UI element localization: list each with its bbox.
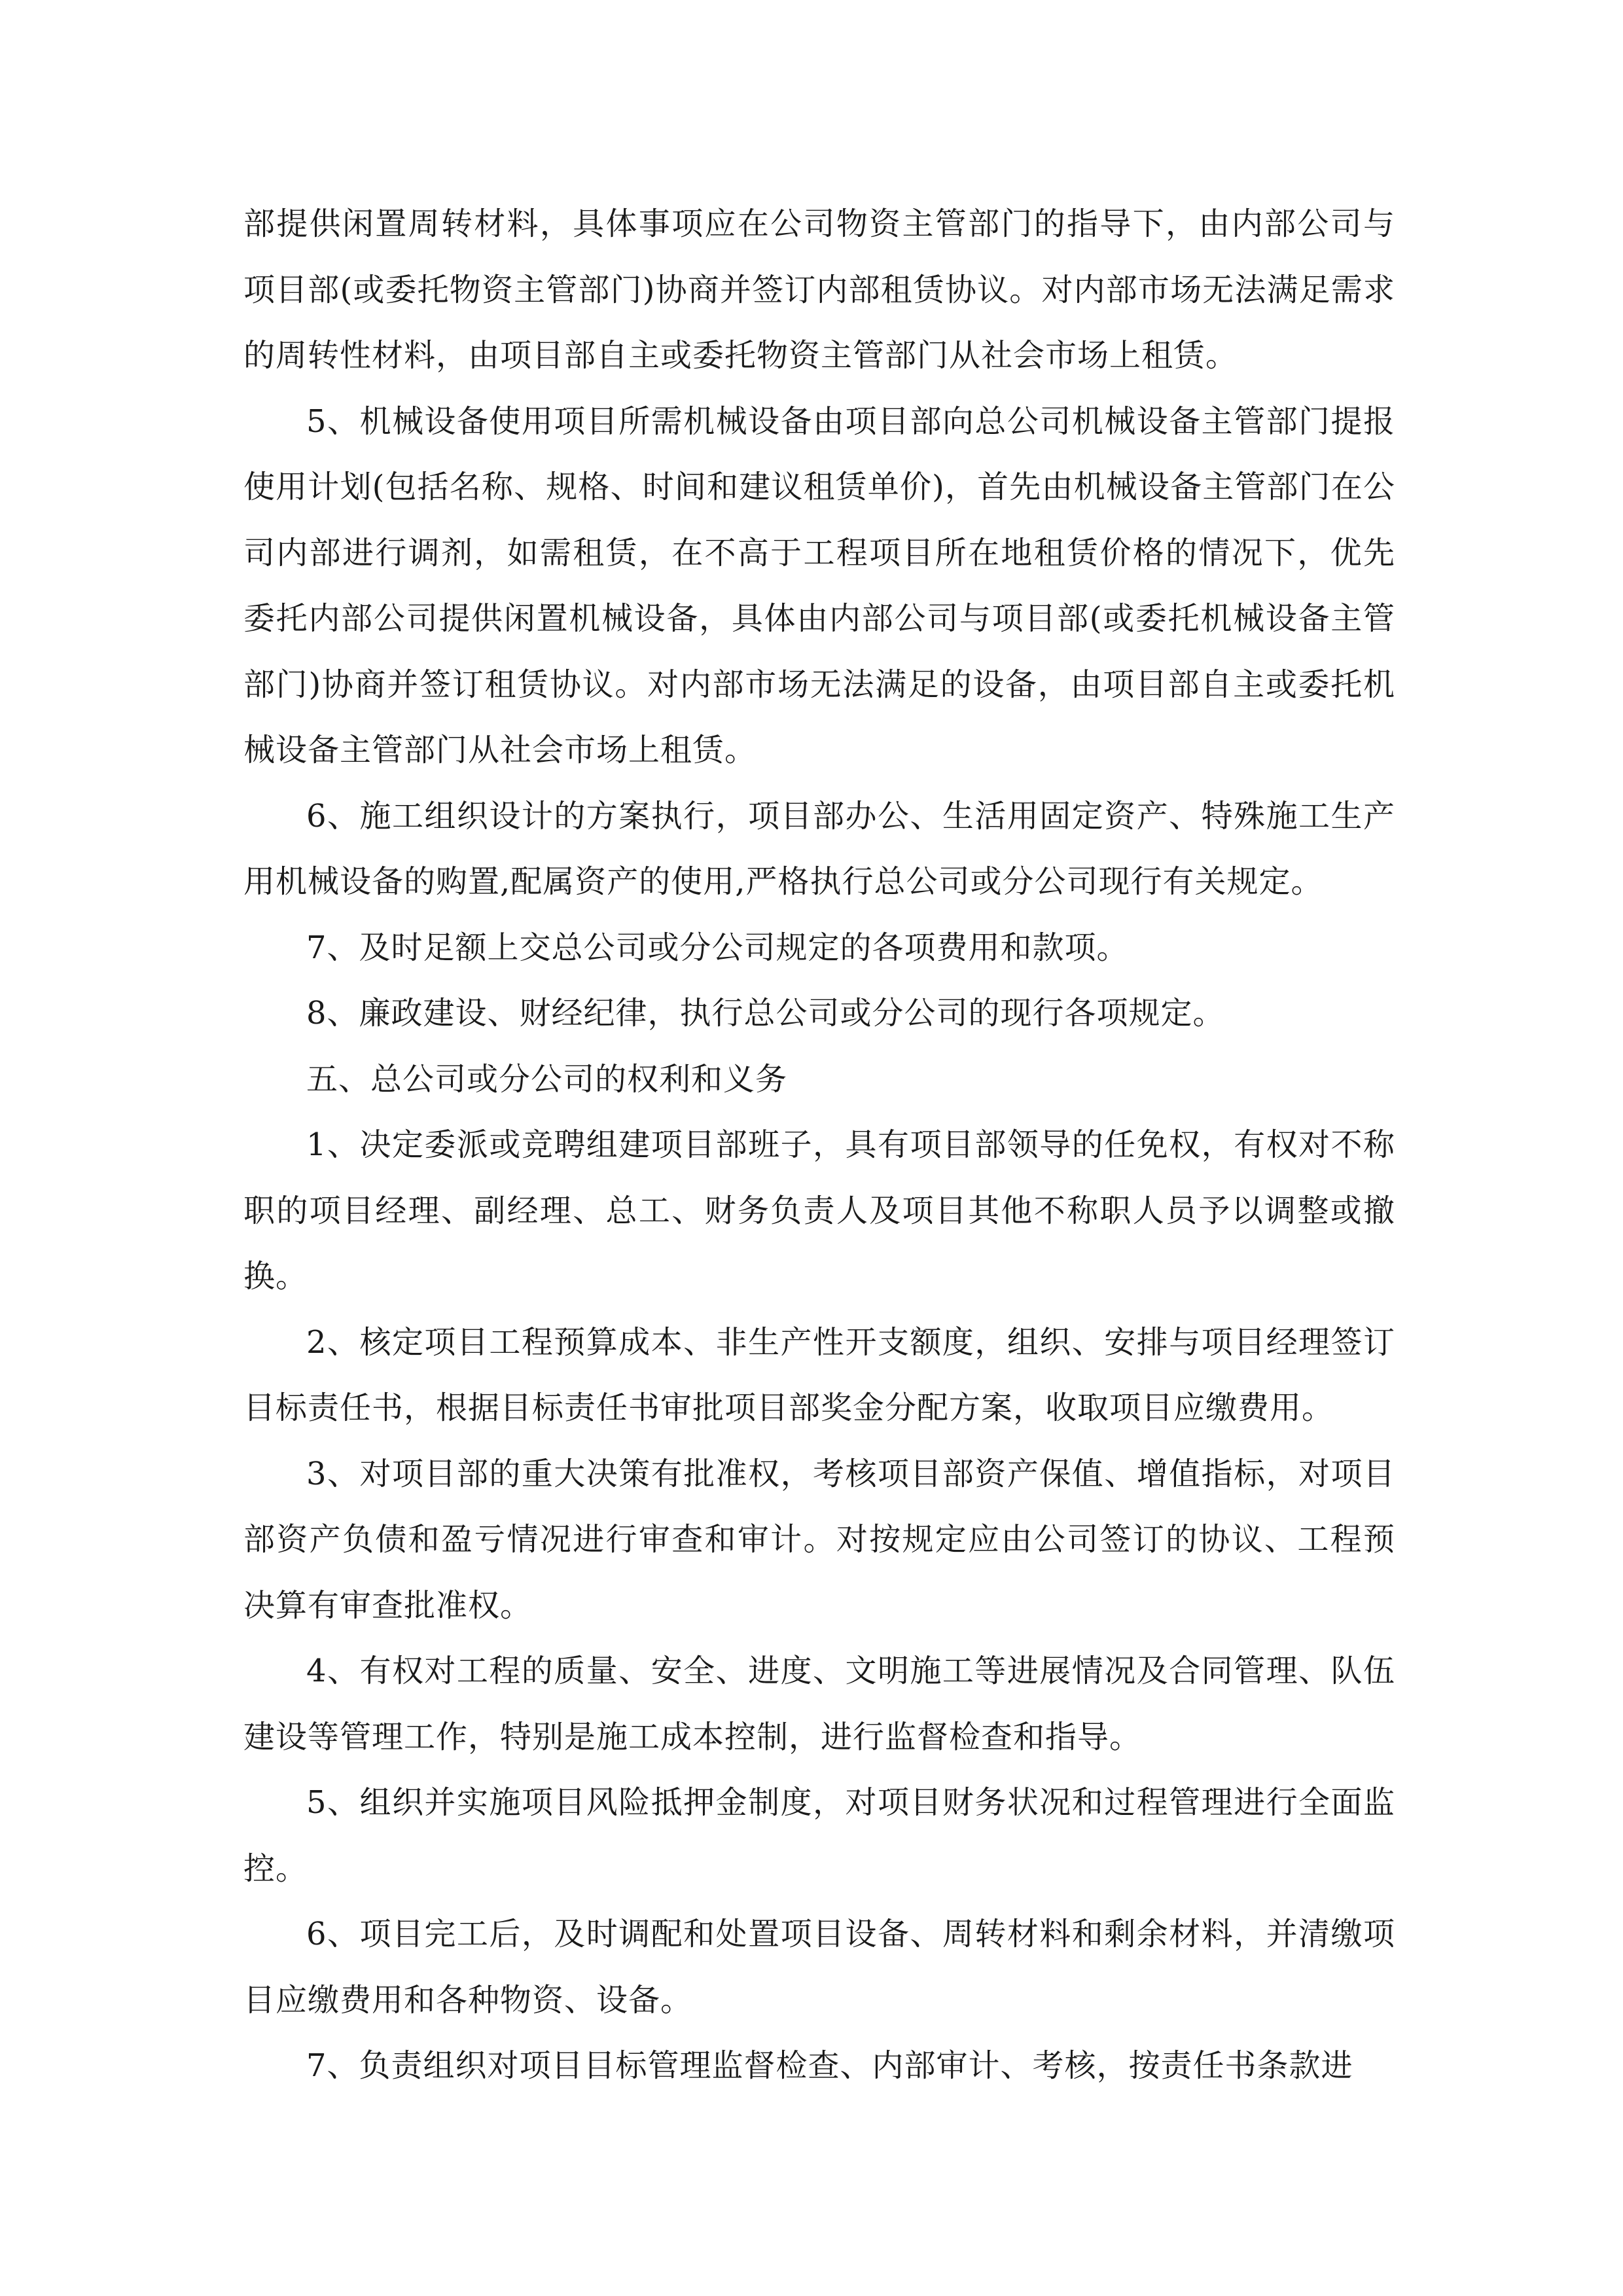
paragraph-item-6-construction-design: 6、施工组织设计的方案执行，项目部办公、生活用固定资产、特殊施工生产用机械设备的购置,配属资产的使用,严格执行总公司或分公司现行有关规定。 [243,797,1395,900]
paragraph-rights-3: 3、对项目部的重大决策有批准权，考核项目部资产保值、增值指标，对项目部资产负债和盈亏情况进行审查和审计。对按规定应由公司签订的协议、工程预决算有审查批准权。 [243,1455,1395,1624]
paragraph-rights-6: 6、项目完工后，及时调配和处置项目设备、周转材料和剩余材料，并清缴项目应缴费用和各种物资、设备。 [243,1916,1395,2018]
section-heading-rights-obligations: 五、总公司或分公司的权利和义务 [306,1060,788,1098]
paragraph-rights-7: 7、负责组织对项目目标管理监督检查、内部审计、考核，按责任书条款进 [306,2047,1353,2084]
document-body [243,191,1395,2099]
paragraph-continuation: 部提供闲置周转材料，具体事项应在公司物资主管部门的指导下，由内部公司与项目部(或委托物资主管部门)协商并签订内部租赁协议。对内部市场无法满足需求的周转性材料，由项目部自主或委托物资主管部门从社会市场上租赁。 [243,206,1395,374]
paragraph-item-7-fees: 7、及时足额上交总公司或分公司规定的各项费用和款项。 [306,929,1129,966]
paragraph-rights-2: 2、核定项目工程预算成本、非生产性开支额度，组织、安排与项目经理签订目标责任书，根据目标责任书审批项目部奖金分配方案，收取项目应缴费用。 [243,1323,1395,1426]
paragraph-rights-4: 4、有权对工程的质量、安全、进度、文明施工等进展情况及合同管理、队伍建设等管理工作，特别是施工成本控制，进行监督检查和指导。 [243,1653,1395,1755]
paragraph-rights-1: 1、决定委派或竞聘组建项目部班子，具有项目部领导的任免权，有权对不称职的项目经理、副经理、总工、财务负责人及项目其他不称职人员予以调整或撤换。 [243,1126,1395,1295]
paragraph-rights-5: 5、组织并实施项目风险抵押金制度，对项目财务状况和过程管理进行全面监控。 [243,1784,1395,1887]
paragraph-item-5-machinery: 5、机械设备使用项目所需机械设备由项目部向总公司机械设备主管部门提报使用计划(包括名称、规格、时间和建议租赁单价)，首先由机械设备主管部门在公司内部进行调剂，如需租赁，在不高于工程项目所在地租赁价格的情况下，优先委托内部公司提供闲置机械设备，具体由内部公司与项目部(或委托机械设备主管部门)协商并签订租赁协议。对内部市场无法满足的设备，由项目部自主或委托机械设备主管部门从社会市场上租赁。 [243,403,1395,768]
paragraph-item-8-integrity: 8、廉政建设、财经纪律，执行总公司或分公司的现行各项规定。 [306,995,1225,1031]
